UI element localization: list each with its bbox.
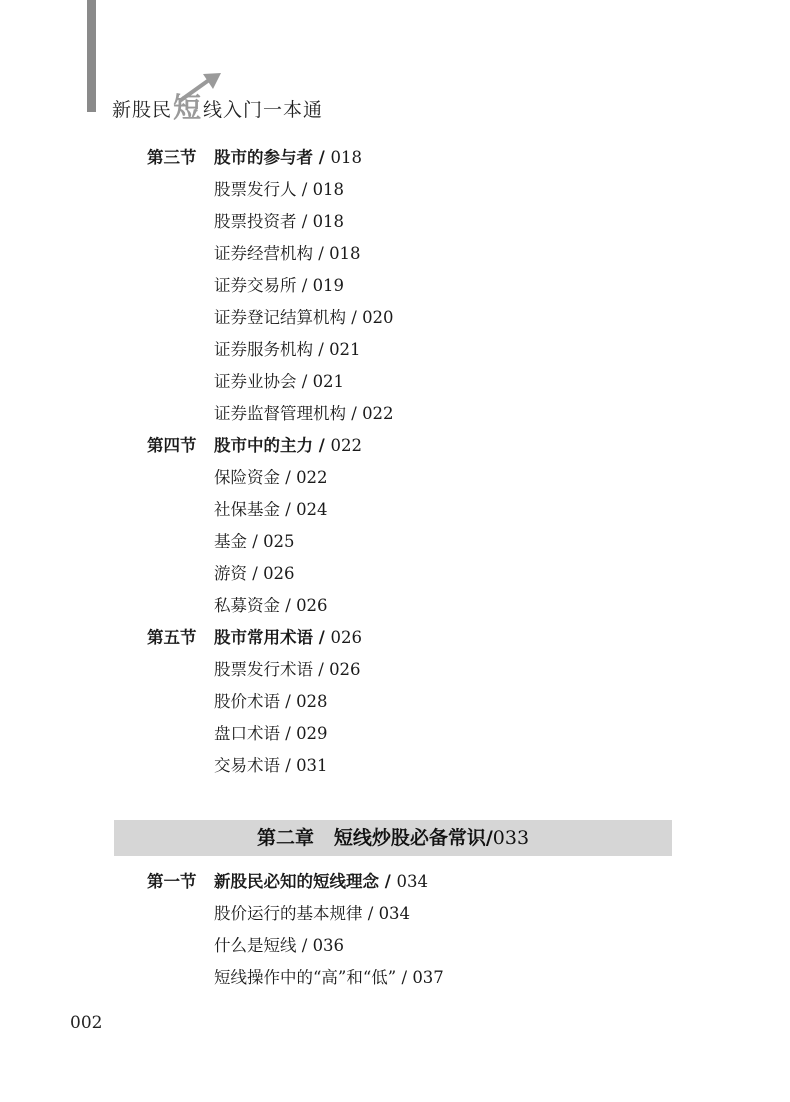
page-ref: 036 <box>312 936 345 955</box>
page-ref: 026 <box>263 564 295 583</box>
page-ref: 020 <box>362 308 394 327</box>
running-header <box>112 88 323 122</box>
header-title-after: 线入门一本通 <box>203 99 324 121</box>
item-title: 股票投资者 <box>214 212 297 231</box>
page-ref: 037 <box>412 968 444 987</box>
page-ref: 018 <box>312 180 345 199</box>
item-title: 短线操作中的“高”和“低” <box>214 968 397 987</box>
header-title-big-char: 短 <box>173 94 202 122</box>
page-ref: 034 <box>396 872 429 891</box>
chapter-label: 第二章 <box>256 827 314 849</box>
section-title: 股市的参与者 <box>214 148 313 167</box>
header-title-before: 新股民 <box>112 99 173 121</box>
page-ref: 031 <box>296 756 328 775</box>
page-ref: 021 <box>312 372 345 391</box>
item-title: 股价术语 <box>214 692 280 711</box>
page-ref: 024 <box>296 500 328 519</box>
page-ref: 018 <box>330 148 363 167</box>
item-title: 股价运行的基本规律 <box>214 904 363 923</box>
page-ref: 026 <box>329 660 361 679</box>
item-title: 私募资金 <box>214 596 280 615</box>
page-ref: 025 <box>263 532 295 551</box>
page-ref: 034 <box>378 904 411 923</box>
header-vertical-bar <box>87 0 96 112</box>
item-title: 游资 <box>214 564 247 583</box>
page-ref: 029 <box>296 724 328 743</box>
item-title: 社保基金 <box>214 500 280 519</box>
section-label: 第四节 <box>147 436 197 455</box>
section-title: 新股民必知的短线理念 <box>214 872 379 891</box>
section-label: 第三节 <box>147 148 197 167</box>
item-title: 盘口术语 <box>214 724 280 743</box>
item-title: 什么是短线 <box>214 936 297 955</box>
item-title: 证券经营机构 <box>214 244 313 263</box>
item-title: 股票发行人 <box>214 180 297 199</box>
item-title: 证券登记结算机构 <box>214 308 346 327</box>
page-ref: 018 <box>329 244 361 263</box>
page-ref: 026 <box>296 596 328 615</box>
item-title: 基金 <box>214 532 247 551</box>
page-ref: 018 <box>312 212 345 231</box>
page-number: 002 <box>70 1013 103 1033</box>
chapter-title: 短线炒股必备常识 <box>333 827 486 849</box>
page-ref: 022 <box>296 468 328 487</box>
section-label: 第五节 <box>147 628 197 647</box>
item-title: 证券交易所 <box>214 276 297 295</box>
page-ref: 019 <box>312 276 345 295</box>
item-title: 证券监督管理机构 <box>214 404 346 423</box>
page-ref: 022 <box>330 436 363 455</box>
item-title: 证券业协会 <box>214 372 297 391</box>
chapter-heading[interactable]: 第二章 短线炒股必备常识/033 <box>114 820 672 856</box>
item-title: 保险资金 <box>214 468 280 487</box>
item-title: 交易术语 <box>214 756 280 775</box>
item-title: 证券服务机构 <box>214 340 313 359</box>
section-title: 股市中的主力 <box>214 436 313 455</box>
rising-arrow-icon <box>179 72 225 102</box>
page-ref: 022 <box>362 404 394 423</box>
section-label: 第一节 <box>147 872 197 891</box>
page-ref: 021 <box>329 340 361 359</box>
section-title: 股市常用术语 <box>214 628 313 647</box>
chapter-page-ref: 033 <box>492 827 530 849</box>
item-title: 股票发行术语 <box>214 660 313 679</box>
page-ref: 026 <box>330 628 363 647</box>
page-ref: 028 <box>296 692 328 711</box>
